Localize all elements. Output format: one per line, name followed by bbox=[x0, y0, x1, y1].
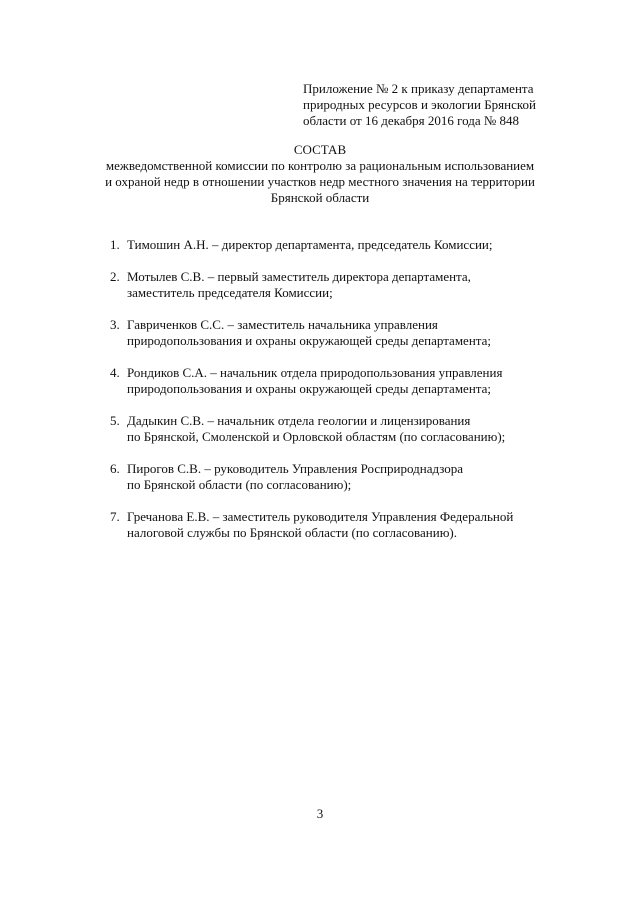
list-item bbox=[0, 461, 640, 493]
page-number: 3 bbox=[316, 806, 324, 821]
item-text-line: Мотылев С.В. – первый заместитель директора департамента, bbox=[127, 269, 471, 284]
members-list bbox=[0, 237, 640, 557]
item-text-line: по Брянской области (по согласованию); bbox=[127, 477, 352, 492]
list-item bbox=[0, 237, 640, 253]
item-text-line: по Брянской, Смоленской и Орловской областям (по согласованию); bbox=[127, 429, 506, 444]
item-number: 6. bbox=[110, 461, 120, 476]
list-item bbox=[0, 509, 640, 541]
item-number: 3. bbox=[110, 317, 120, 332]
appendix-line: Приложение № 2 к приказу департамента bbox=[303, 81, 534, 96]
appendix-line: природных ресурсов и экологии Брянской bbox=[303, 97, 536, 112]
item-number: 1. bbox=[110, 237, 120, 252]
title-line: межведомственной комиссии по контролю за рациональным использованием bbox=[105, 158, 535, 173]
title-line: Брянской области bbox=[270, 190, 370, 205]
item-text-line: заместитель председателя Комиссии; bbox=[127, 285, 333, 300]
item-text-line: природопользования и охраны окружающей среды департамента; bbox=[127, 333, 492, 348]
item-number: 2. bbox=[110, 269, 120, 284]
list-item bbox=[0, 317, 640, 349]
item-number: 7. bbox=[110, 509, 120, 524]
item-number: 4. bbox=[110, 365, 120, 380]
title-heading: СОСТАВ bbox=[293, 142, 347, 157]
list-item bbox=[0, 365, 640, 397]
document-title bbox=[60, 142, 580, 206]
list-item bbox=[0, 413, 640, 445]
title-line: и охраной недр в отношении участков недр местного значения на территории bbox=[105, 174, 535, 189]
item-text-line: Гавриченков С.С. – заместитель начальника управления bbox=[127, 317, 438, 332]
item-text-line: Пирогов С.В. – руководитель Управления Росприроднадзора bbox=[127, 461, 464, 476]
item-text-line: Гречанова Е.В. – заместитель руководителя Управления Федеральной bbox=[127, 509, 514, 524]
item-text-line: налоговой службы по Брянской области (по согласованию). bbox=[127, 525, 457, 540]
item-text-line: природопользования и охраны окружающей среды департамента; bbox=[127, 381, 492, 396]
list-item bbox=[0, 269, 640, 301]
item-number: 5. bbox=[110, 413, 120, 428]
appendix-note bbox=[303, 81, 593, 129]
item-text-line: Рондиков С.А. – начальник отдела природопользования управления bbox=[127, 365, 503, 380]
item-text-line: Тимошин А.Н. – директор департамента, председатель Комиссии; bbox=[127, 237, 493, 252]
item-text-line: Дадыкин С.В. – начальник отдела геологии и лицензирования bbox=[127, 413, 471, 428]
appendix-line: области от 16 декабря 2016 года № 848 bbox=[303, 113, 520, 128]
